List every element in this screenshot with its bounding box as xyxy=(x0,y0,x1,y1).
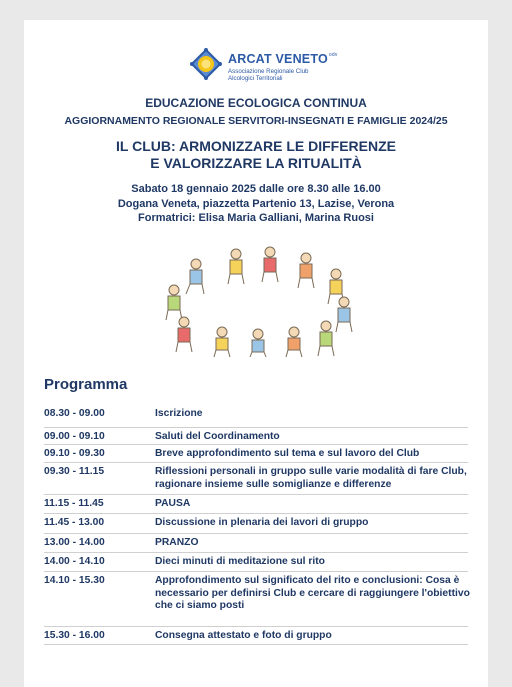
event-title: IL CLUB: ARMONIZZARE LE DIFFERENZE E VALORIZZARE LA RITUALITÀ xyxy=(116,138,396,171)
program-divider xyxy=(44,444,468,445)
arcat-logo xyxy=(188,46,338,86)
program-time: 15.30 - 16.00 xyxy=(44,630,105,641)
program-time: 13.00 - 14.00 xyxy=(44,537,105,548)
program-divider xyxy=(44,494,468,495)
program-time: 09.30 - 11.15 xyxy=(44,466,105,477)
program-description: Breve approfondimento sul tema e sul lavoro del Club xyxy=(155,448,420,459)
event-trainers: Formatrici: Elisa Maria Galliani, Marina Ruosi xyxy=(138,212,374,224)
program-description: Discussione in plenaria dei lavori di gruppo xyxy=(155,517,369,528)
program-description: Dieci minuti di meditazione sul rito xyxy=(155,556,325,567)
person-figure xyxy=(186,259,204,294)
program-divider xyxy=(44,644,468,645)
program-divider xyxy=(44,571,468,572)
logo-subtitle: Associazione Regionale Club Alcologici Territoriali xyxy=(228,68,309,82)
program-divider xyxy=(44,626,468,627)
flyer-page xyxy=(24,20,488,687)
program-time: 11.15 - 11.45 xyxy=(44,498,104,509)
program-time: 14.10 - 15.30 xyxy=(44,575,105,586)
program-time: 09.00 - 09.10 xyxy=(44,431,105,442)
sun-emblem-icon xyxy=(188,46,224,82)
program-description: Consegna attestato e foto di gruppo xyxy=(155,630,332,641)
logo-name: ARCAT $VENETO^{odv}$ xyxy=(228,52,338,66)
program-description: Iscrizione xyxy=(155,408,203,419)
program-description: Approfondimento sul significato del rito e conclusioni: Cosa è necessario per definirsi Club e cercare di raggiungere l'obiettivo che ci siamo posti xyxy=(155,575,470,612)
program-title: Programma xyxy=(44,376,128,393)
program-time: 08.30 - 09.00 xyxy=(44,408,105,419)
program-divider xyxy=(44,462,468,463)
event-date: Sabato 18 gennaio 2025 dalle ore 8.30 alle 16.00 xyxy=(131,183,381,195)
heading-line-1: EDUCAZIONE ECOLOGICA CONTINUA xyxy=(145,96,367,110)
event-info xyxy=(24,182,488,226)
program-description: Saluti del Coordinamento xyxy=(155,431,280,442)
program-divider xyxy=(44,552,468,553)
program-description: PRANZO xyxy=(155,537,199,548)
program-divider xyxy=(44,513,468,514)
heading-line-2: AGGIORNAMENTO REGIONALE SERVITORI-INSEGNATI E FAMIGLIE 2024/25 xyxy=(64,115,448,127)
program-divider xyxy=(44,427,468,428)
program-description: Riflessioni personali in gruppo sulle varie modalità di fare Club, ragionare insieme sulle somiglianze e differenze xyxy=(155,466,467,490)
event-place: Dogana Veneta, piazzetta Partenio 13, Lazise, Verona xyxy=(117,197,395,210)
program-time: 09.10 - 09.30 xyxy=(44,448,105,459)
program-divider xyxy=(44,533,468,534)
people-circle-illustration xyxy=(160,246,356,358)
program-description: PAUSA xyxy=(155,498,191,509)
program-time: 14.00 - 14.10 xyxy=(44,556,105,567)
program-time: 11.45 - 13.00 xyxy=(44,517,105,528)
